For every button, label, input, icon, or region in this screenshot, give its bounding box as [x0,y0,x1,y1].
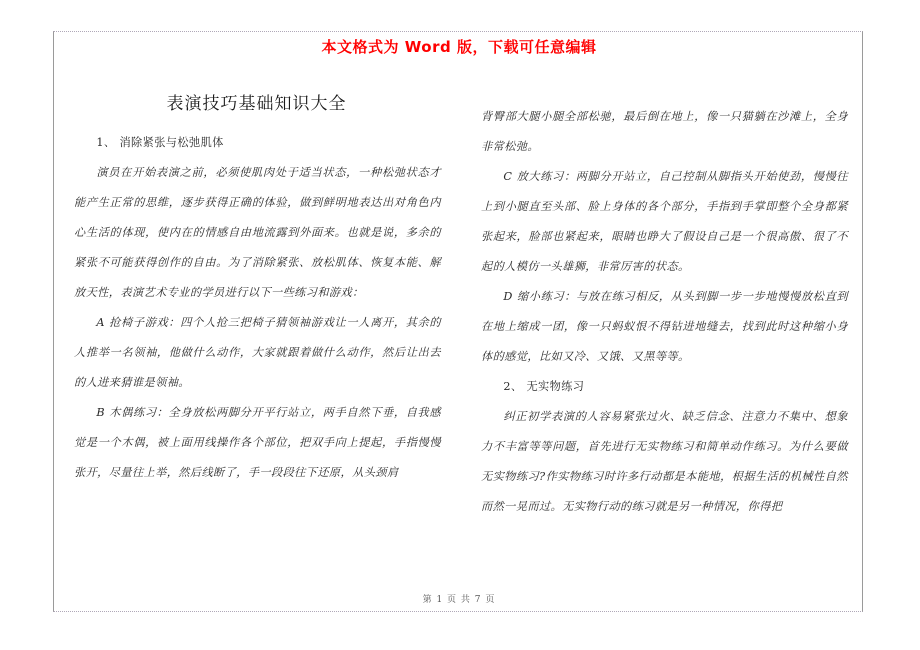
paragraph: D 缩小练习：与放在练习相反，从头到脚一步一步地慢慢放松直到在地上缩成一团，像一只蚂蚁恨不得钻进地缝去，找到此时这种缩小身体的感觉，比如又冷、又饿、又黑等等。 [481,290,848,363]
paragraph: 1、 消除紧张与松弛肌体 [96,136,224,149]
column-right [459,110,864,588]
page-title: 表演技巧基础知识大全 [166,94,347,115]
document-page [53,31,863,612]
body-columns [54,110,864,588]
paragraph: C 放大练习：两脚分开站立，自己控制从脚指头开始使劲，慢慢往上到小腿直至头部、脸上身体的各个部分，手指到手掌即整个全身都紧张起来，脸部也紧起来，眼睛也睁大了假设自己是一个很高傲、很了不起的人模仿一头雄狮，非常厉害的状态。 [481,170,848,273]
promo-banner-text: 本文格式为 Word 版，下载可任意编辑 [321,37,597,56]
paragraph: 演员在开始表演之前，必须使肌肉处于适当状态，一种松弛状态才能产生正常的思维，逐步获得正确的体验，做到鲜明地表达出对角色内心生活的体现，使内在的情感自由地流露到外面来。也就是说，多余的紧张不可能获得创作的自由。为了消除紧张、放松肌体、恢复本能、解放天性，表演艺术专业的学员进行以下一些练习和游戏： [74,166,441,299]
paragraph: 背臀部大腿小腿全部松驰，最后倒在地上，像一只猫躺在沙滩上，全身非常松弛。 [481,110,848,153]
column-left [54,128,459,588]
paragraph: A 抢椅子游戏：四个人抢三把椅子猜领袖游戏让一人离开，其余的人推举一名领袖，他做什么动作，大家就跟着做什么动作，然后让出去的人进来猜谁是领袖。 [74,316,441,389]
page-number-footer: 第 1 页 共 7 页 [422,595,496,605]
paragraph: 2、 无实物练习 [503,380,585,393]
paragraph: B 木偶练习：全身放松两脚分开平行站立，两手自然下垂，自我感觉是一个木偶，被上面用线操作各个部位，把双手向上提起，手指慢慢张开，尽量往上举，然后线断了，手一段段往下还原，从头颈肩 [74,406,441,479]
paragraph: 纠正初学表演的人容易紧张过火、缺乏信念、注意力不集中、想象力不丰富等等问题，首先进行无实物练习和简单动作练习。为什么要做无实物练习?作实物练习时许多行动都是本能地，根据生活的机械性自然而然一晃而过。无实物行动的练习就是另一种情况，你得把 [481,410,848,513]
promo-banner [54,32,864,60]
